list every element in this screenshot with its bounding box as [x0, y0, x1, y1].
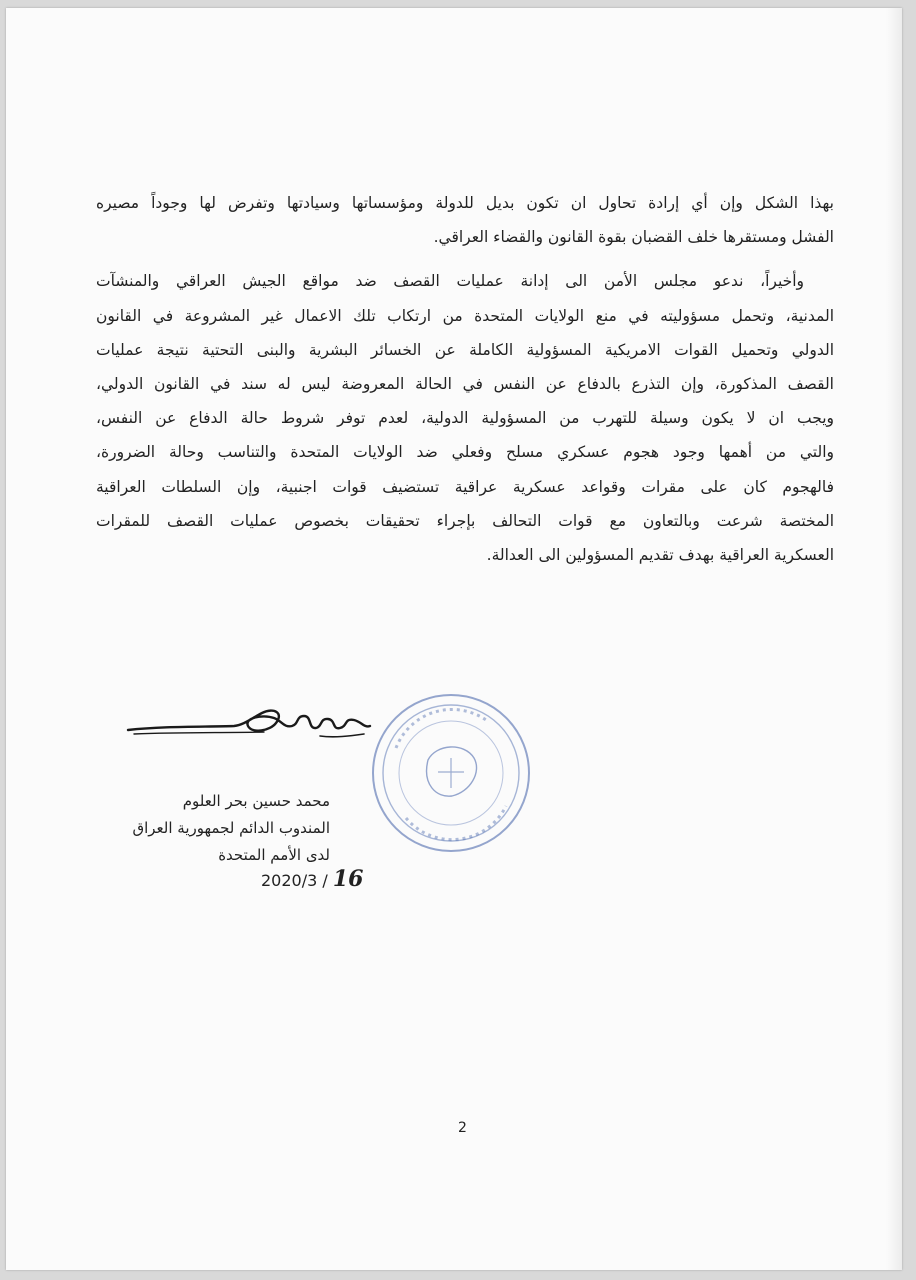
- text-line: فالهجوم كان على مقرات وقواعد عسكرية عراقية تستضيف قوات اجنبية، وإن السلطات العراقية: [96, 477, 834, 496]
- text-line: القصف المذكورة، وإن التذرع بالدفاع عن النفس في الحالة المعروضة ليس له سند في القانون الدولي،: [96, 375, 834, 394]
- text-line: بهذا الشكل وإن أي إرادة تحاول ان تكون بديل للدولة ومؤسساتها وسيادتها وتفرض لها وجوداً مصيره: [96, 194, 834, 212]
- text-line: والتي من أهمها وجود هجوم عسكري مسلح وفعلي ضد الولايات المتحدة والتناسب وحالة الضرورة،: [96, 443, 834, 462]
- text-line: المختصة شرعت وبالتعاون مع قوات التحالف بإجراء تحقيقات بخصوص عمليات القصف للمقرات: [96, 511, 834, 530]
- letter-body: [96, 186, 834, 572]
- paragraph-2: [96, 264, 834, 572]
- paragraph-1: [96, 186, 834, 254]
- text-line: الدولي وتحميل القوات الامريكية المسؤولية الكاملة عن الخسائر البشرية والبنى التحتية نتيجة عمليات: [96, 340, 834, 359]
- date-handwritten: 16: [332, 866, 364, 892]
- handwritten-signature-icon: [124, 696, 374, 756]
- page-number: 2: [458, 1120, 467, 1136]
- signatory-title: المندوب الدائم لجمهورية العراق: [132, 819, 330, 837]
- page-shadow-edge: [886, 8, 902, 1270]
- signatory-organization: لدى الأمم المتحدة: [218, 846, 330, 864]
- text-line: العسكرية العراقية بهدف تقديم المسؤولين الى العدالة.: [486, 546, 834, 565]
- signatory-block: [132, 788, 330, 869]
- date-printed: 2020/3 /: [261, 871, 328, 890]
- text-line: وأخيراً، ندعو مجلس الأمن الى إدانة عمليات القصف ضد مواقع الجيش العراقي والمنشآت: [96, 272, 804, 291]
- document-page: [6, 8, 902, 1270]
- signatory-name: محمد حسين بحر العلوم: [182, 792, 330, 810]
- official-seal-icon: [366, 688, 536, 858]
- text-line: المدنية، وتحمل مسؤوليته في منع الولايات المتحدة من ارتكاب تلك الاعمال غير المشروعة في القانون: [96, 306, 834, 325]
- text-line: الفشل ومستقرها خلف القضبان بقوة القانون والقضاء العراقي.: [433, 228, 834, 247]
- text-line: ويجب ان لا يكون وسيلة للتهرب من المسؤولية الدولية، لعدم توفر شروط حالة الدفاع عن النفس،: [96, 409, 834, 428]
- letter-date: [261, 866, 363, 892]
